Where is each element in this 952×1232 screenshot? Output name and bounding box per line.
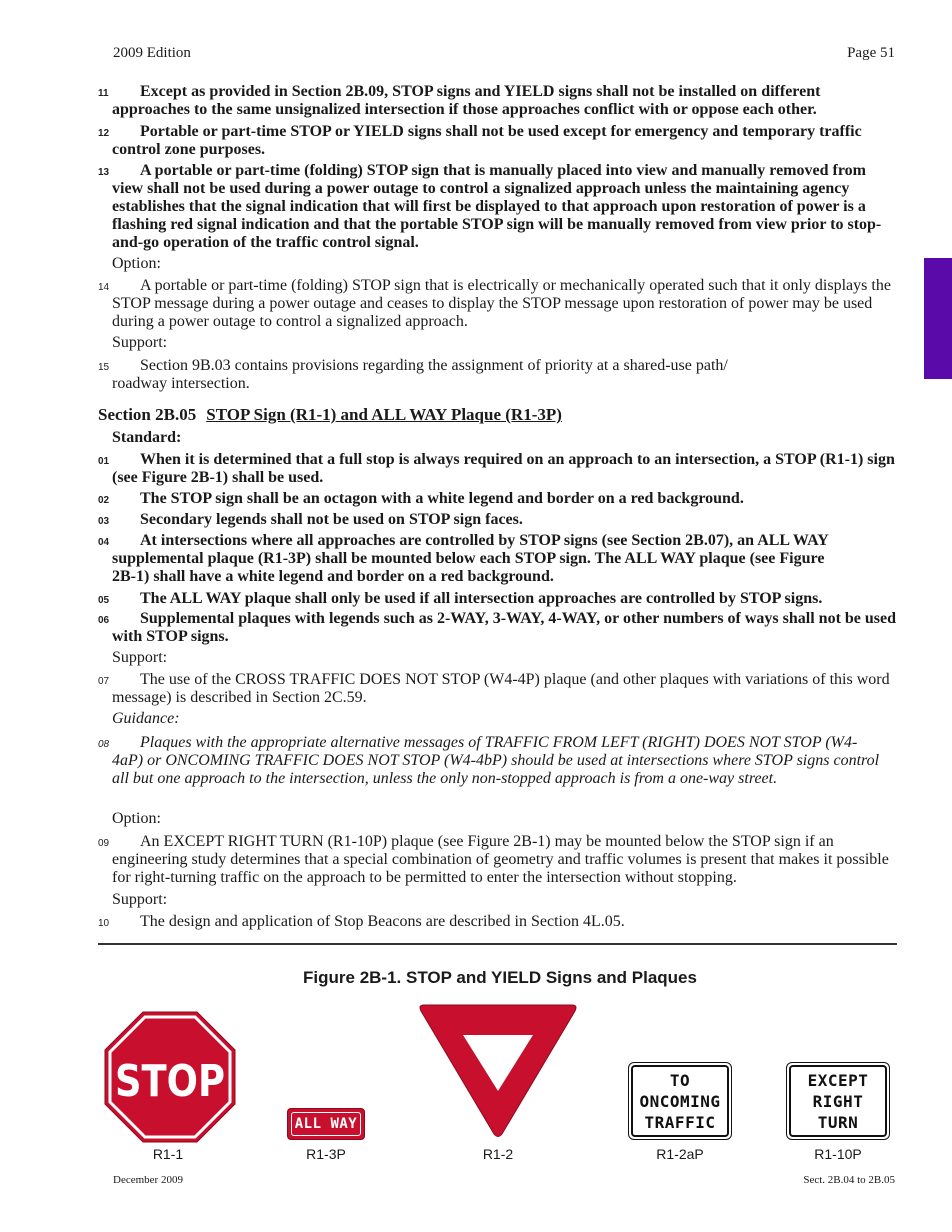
header-page-number: Page 51 — [847, 45, 895, 61]
paragraph-text: A portable or part-time (folding) STOP sign that is electrically or mechanically operated such that it only displays the STOP message during a power outage and ceases to display the STOP message upon restoration of power may be used during a power outage to control a signalized approach. — [112, 277, 891, 330]
paragraph-text: Portable or part-time STOP or YIELD signs shall not be used except for emergency and temporary traffic control zone purposes. — [112, 123, 862, 158]
caption-r1-10p: R1-10P — [814, 1146, 862, 1162]
paragraph-03 — [98, 511, 897, 529]
all-way-plaque-icon — [287, 1108, 365, 1140]
paragraph-12 — [98, 123, 897, 159]
paragraph-text: Plaques with the appropriate alternative messages of TRAFFIC FROM LEFT (RIGHT) DOES NOT STOP (W4-4aP) or ONCOMING TRAFFIC DOES NOT STOP (W4-4bP) should be used at intersections where STOP signs control all but one approach to the intersection, unless the only non-stopped approach is from a one-way street. — [112, 734, 880, 787]
paragraph-13 — [98, 162, 897, 252]
figure-title: Figure 2B-1. STOP and YIELD Signs and Plaques — [303, 968, 697, 987]
paragraph-11 — [98, 83, 897, 119]
paragraph-02 — [98, 490, 897, 508]
paragraph-04 — [98, 532, 852, 586]
stop-sign-icon — [104, 1011, 236, 1143]
plaque-line: TO — [669, 1070, 691, 1090]
caption-r1-2: R1-2 — [482, 1146, 514, 1162]
paragraph-number: 07 — [98, 676, 110, 687]
paragraph-text: A portable or part-time (folding) STOP sign that is manually placed into view and manually removed from view shall not be used during a power outage to control a signalized approach unless the maintaining agency establishes that the signal indication that will first be displayed to that approach upon restoration of power is a flashing red signal indication and that the portable STOP sign will be manually removed from view prior to stop-and-go operation of the traffic control signal. — [112, 162, 882, 251]
label-guidance: Guidance: — [112, 710, 180, 727]
all-way-legend: ALL WAY — [291, 1112, 361, 1136]
paragraph-10 — [98, 913, 897, 931]
paragraph-number: 01 — [98, 456, 110, 467]
paragraph-text: At intersections where all approaches are controlled by STOP signs (see Section 2B.07), an ALL WAY supplemental plaque (R1-3P) shall be mounted below each STOP sign. The ALL WAY plaque (see Figure 2B-1) shall have a white legend and border on a red background. — [112, 532, 829, 585]
paragraph-07 — [98, 671, 897, 707]
section-heading — [98, 405, 562, 425]
label-support: Support: — [112, 891, 168, 908]
paragraph-text: When it is determined that a full stop is always required on an approach to an intersection, a STOP (R1-1) sign (see Figure 2B-1) shall be used. — [112, 451, 895, 486]
paragraph-text: Supplemental plaques with legends such as 2-WAY, 3-WAY, 4-WAY, or other numbers of ways shall not be used with STOP signs. — [112, 610, 897, 645]
paragraph-number: 03 — [98, 516, 110, 527]
label-support: Support: — [112, 334, 168, 351]
paragraph-number: 14 — [98, 282, 110, 293]
caption-r1-3p: R1-3P — [306, 1146, 346, 1162]
paragraph-number: 05 — [98, 595, 110, 606]
label-support: Support: — [112, 649, 168, 666]
footer-sections: Sect. 2B.04 to 2B.05 — [803, 1174, 895, 1186]
header-edition: 2009 Edition — [113, 45, 191, 61]
stop-legend: STOP — [115, 1056, 225, 1107]
label-standard: Standard: — [112, 429, 182, 446]
paragraph-number: 10 — [98, 918, 110, 929]
paragraph-text: An EXCEPT RIGHT TURN (R1-10P) plaque (see Figure 2B-1) may be mounted below the STOP sign if an engineering study determines that a special combination of geometry and traffic volumes is present that makes it possible for right-turning traffic on the approach to be permitted to enter the intersection without stopping. — [112, 833, 889, 886]
paragraph-number: 09 — [98, 838, 110, 849]
paragraph-number: 02 — [98, 495, 110, 506]
paragraph-number: 08 — [98, 739, 110, 750]
paragraph-15 — [98, 357, 772, 393]
paragraph-14 — [98, 277, 897, 331]
paragraph-text: The ALL WAY plaque shall only be used if all intersection approaches are controlled by STOP signs. — [140, 590, 823, 607]
label-option: Option: — [112, 810, 161, 827]
paragraph-text: The design and application of Stop Beacons are described in Section 4L.05. — [140, 913, 625, 930]
figure-divider — [98, 943, 897, 945]
paragraph-number: 11 — [98, 88, 109, 99]
plaque-line: TRAFFIC — [644, 1112, 716, 1132]
paragraph-text: The STOP sign shall be an octagon with a white legend and border on a red background. — [140, 490, 744, 507]
yield-legend: YIELD — [472, 1035, 524, 1055]
paragraph-text: Except as provided in Section 2B.09, STOP signs and YIELD signs shall not be installed on different approaches to the same unsignalized intersection if those approaches conflict with or oppose each other. — [112, 83, 821, 118]
paragraph-number: 04 — [98, 537, 110, 548]
paragraph-01 — [98, 451, 897, 487]
plaque-line: ONCOMING — [639, 1091, 721, 1111]
paragraph-number: 13 — [98, 167, 110, 178]
paragraph-number: 15 — [98, 362, 110, 373]
paragraph-text: Secondary legends shall not be used on STOP sign faces. — [140, 511, 523, 528]
footer-date: December 2009 — [113, 1174, 183, 1186]
except-right-turn-plaque-icon — [786, 1062, 890, 1140]
section-title: STOP Sign (R1-1) and ALL WAY Plaque (R1-3P) — [206, 405, 562, 424]
yield-sign-icon — [418, 1003, 578, 1139]
plaque-line: EXCEPT — [807, 1070, 869, 1090]
caption-r1-2ap: R1-2aP — [656, 1146, 704, 1162]
paragraph-number: 12 — [98, 128, 110, 139]
paragraph-09 — [98, 833, 897, 887]
plaque-line: TURN — [817, 1112, 859, 1132]
paragraph-05 — [98, 590, 897, 608]
paragraph-06 — [98, 610, 897, 646]
paragraph-08 — [98, 734, 882, 788]
oncoming-traffic-plaque-icon — [628, 1062, 732, 1140]
caption-r1-1: R1-1 — [152, 1146, 184, 1162]
paragraph-number: 06 — [98, 615, 110, 626]
plaque-line: RIGHT — [812, 1091, 864, 1111]
section-number: Section 2B.05 — [98, 405, 197, 424]
paragraph-text: The use of the CROSS TRAFFIC DOES NOT STOP (W4-4P) plaque (and other plaques with variations of this word message) is described in Section 2C.59. — [112, 671, 890, 706]
label-option: Option: — [112, 255, 161, 272]
paragraph-text: Section 9B.03 contains provisions regarding the assignment of priority at a shared-use path/ roadway intersection. — [112, 357, 728, 392]
chapter-tab — [924, 258, 952, 379]
